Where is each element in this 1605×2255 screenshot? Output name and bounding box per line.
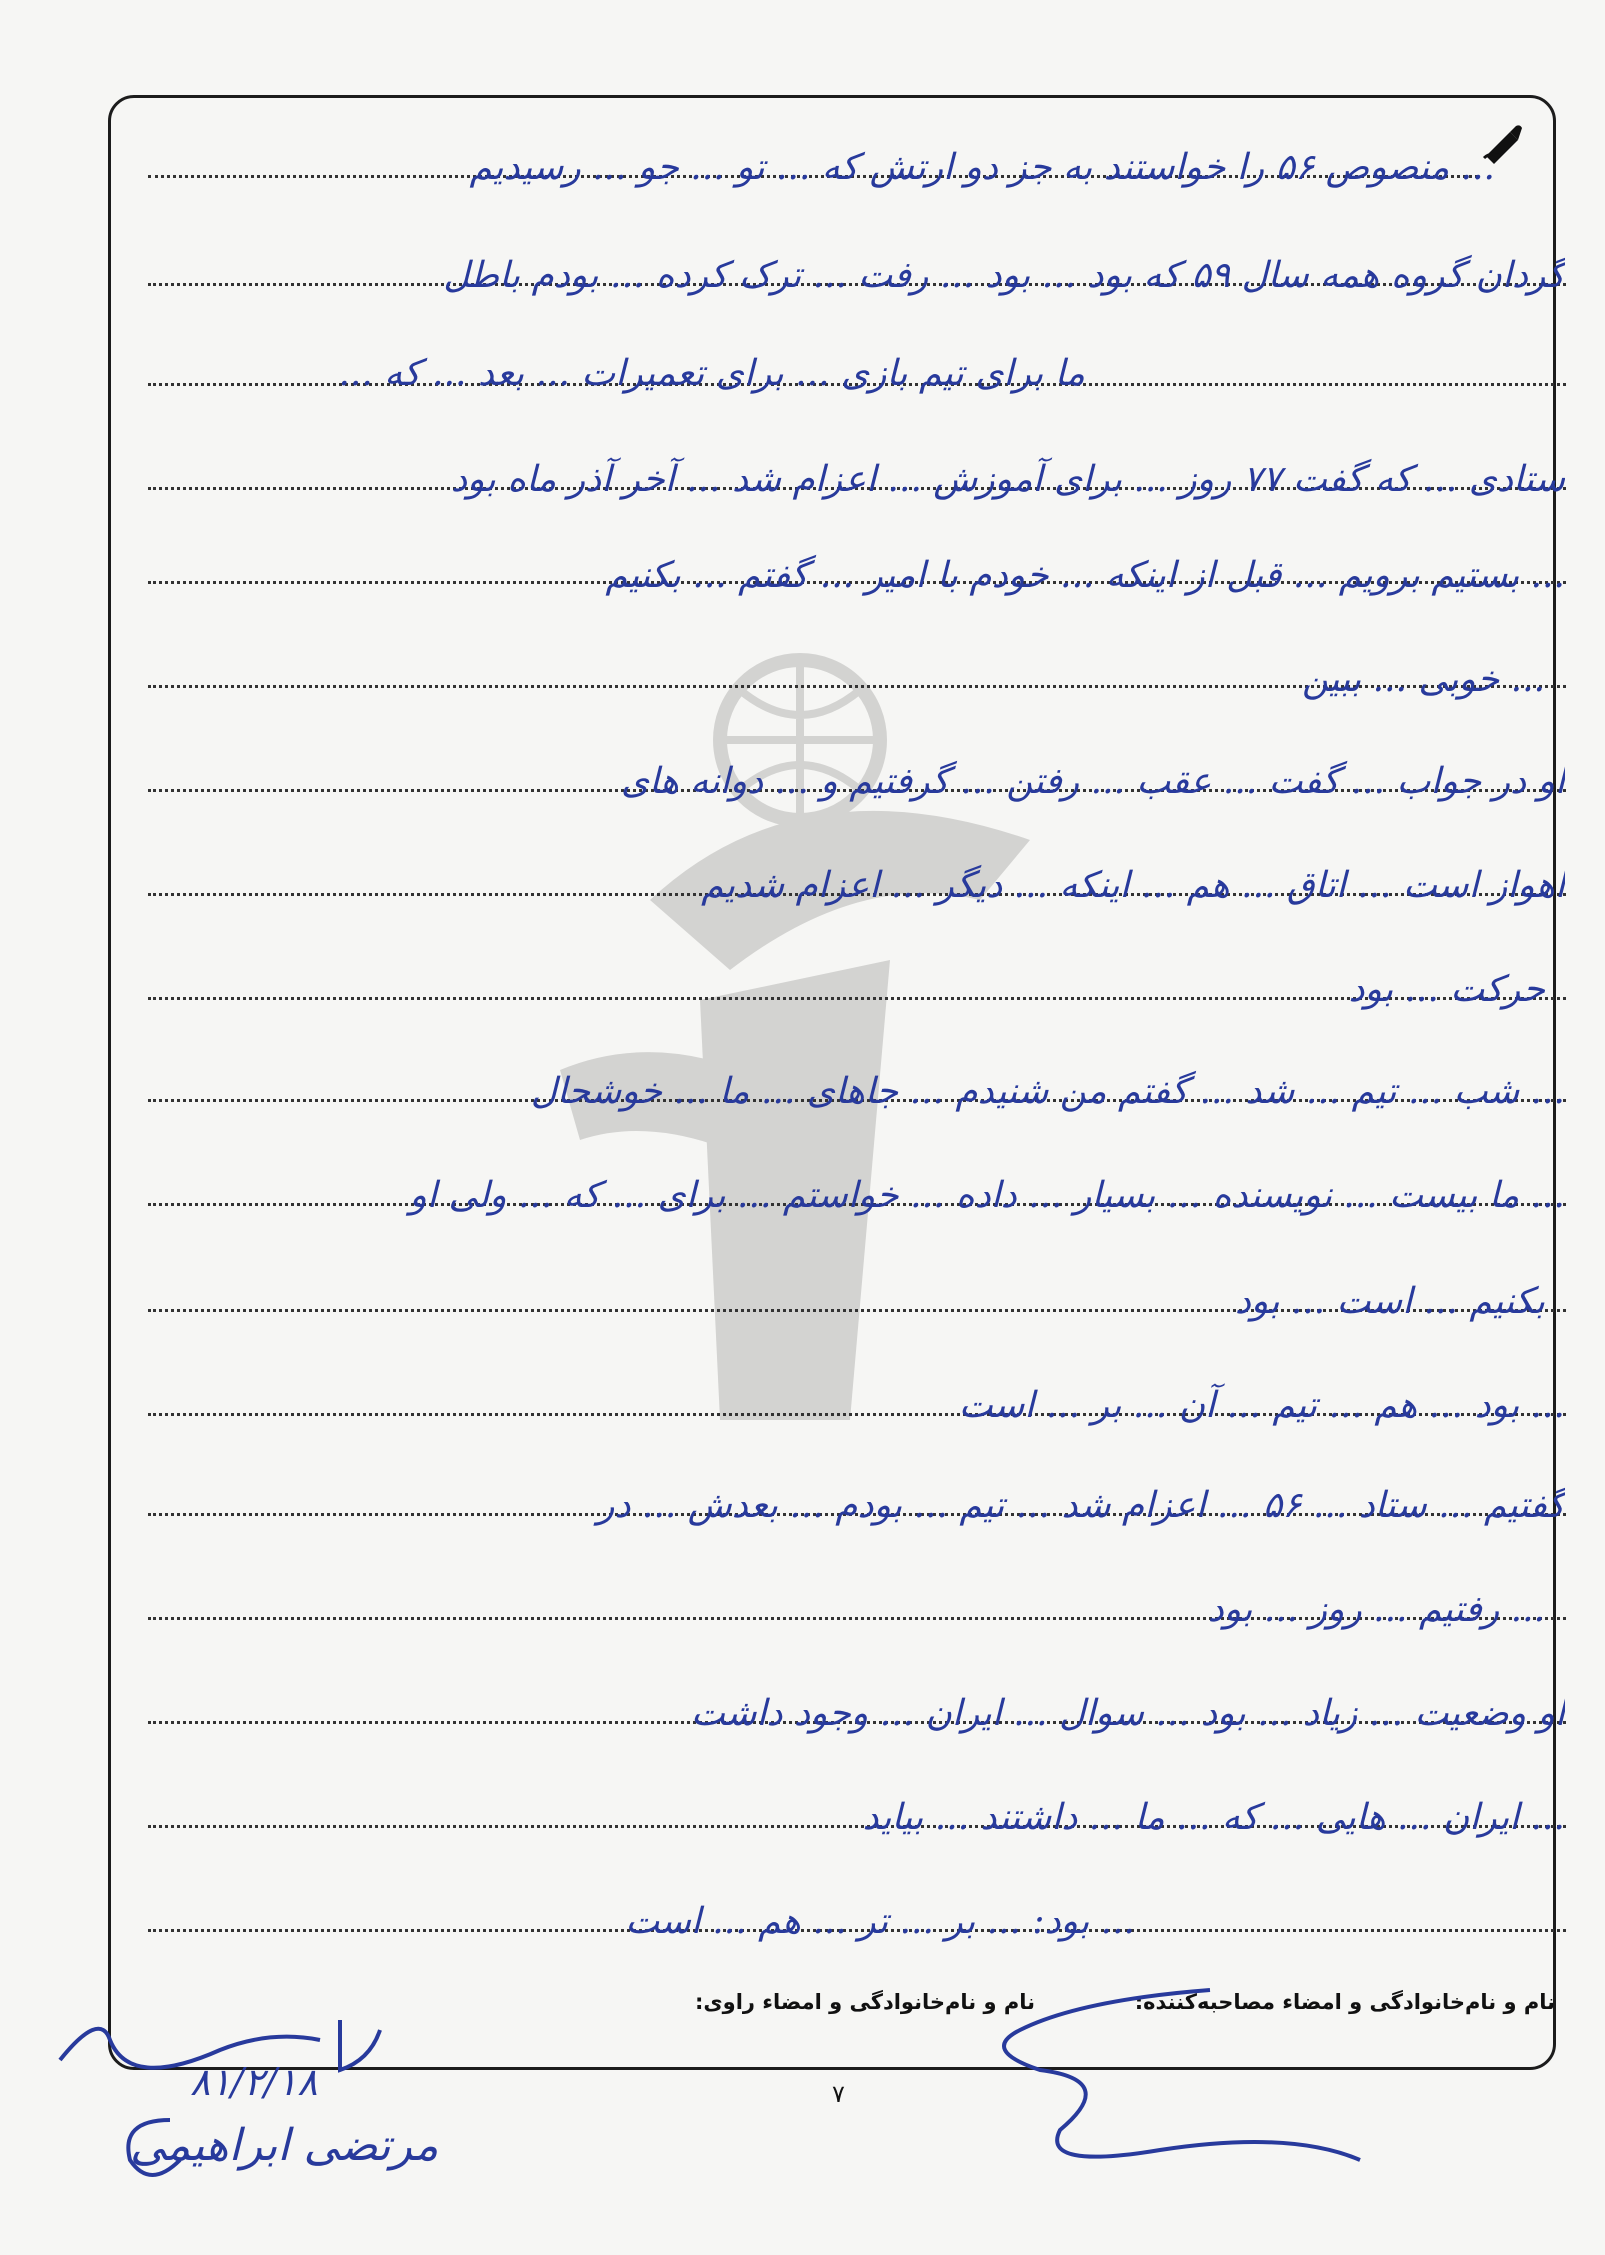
handwritten-line: ... بود ... هم ... تیم ... آن ... بر ... است bbox=[958, 1385, 1565, 1426]
handwritten-line: ... منصوص ۵۶ را خواستند به جز دو ارتش که ... تو ... جو ... رسیدیم bbox=[469, 147, 1495, 188]
handwritten-line: گردان گروه همه سال ۵۹ که بود ... بود ... رفت ... ترک کرده ... بودم باطل bbox=[443, 255, 1565, 296]
handwritten-line: ... خوبی ... ببین bbox=[1301, 659, 1545, 700]
handwritten-name: مرتضی ابراهیمی bbox=[130, 2120, 439, 2171]
handwritten-line: گفتیم ... ستاد ... ۵۶ ... اعزام شد ... تیم ... بودم ... بعدش ... در bbox=[597, 1485, 1565, 1526]
handwritten-line: او وضعیت ... زیاد ... بود ... سوال ... ایران ... وجود داشت bbox=[690, 1693, 1565, 1734]
narrator-signature-label: نام و نام‌خانوادگی و امضاء راوی: bbox=[695, 1990, 1035, 2014]
handwritten-line: بکنیم ... است ... بود bbox=[1234, 1281, 1545, 1322]
handwritten-date: ۸۱/۲/۱۸ bbox=[190, 2060, 318, 2104]
handwritten-line: ... شب ... تیم ... شد ... گفتم من شنیدم ... جاهای ... ما ... خوشحال bbox=[530, 1071, 1565, 1112]
handwritten-line: حرکت ... بود bbox=[1348, 969, 1545, 1010]
interviewer-signature bbox=[960, 1960, 1380, 2180]
handwritten-line: او در جواب ... گفت ... عقب ... رفتن ... گرفتیم و ... دوانه های bbox=[620, 761, 1565, 802]
handwritten-line: ... بستیم برویم ... قبل از اینکه ... خودم با امیر ... گفتم ... بکنیم bbox=[605, 555, 1565, 596]
handwritten-line: ... بود: ... بر ... تر ... هم ... است bbox=[625, 1901, 1135, 1942]
handwritten-line: ... ایران ... هایی ... که ... ما ... داشتند ... بیاید bbox=[862, 1797, 1565, 1838]
page-number: ۷ bbox=[832, 2080, 845, 2108]
handwritten-line: اهواز است ... اتاق ... هم ... اینکه ... دیگر ... اعزام شدیم bbox=[701, 865, 1565, 906]
interviewer-signature-label: نام و نام‌خانوادگی و امضاء مصاحبه‌کننده: bbox=[1134, 1990, 1555, 2014]
name-flourish bbox=[110, 2100, 190, 2200]
handwritten-line: ما برای تیم بازی ... برای تعمیرات ... بعد ... که ... bbox=[338, 353, 1085, 394]
handwritten-line: ستادی ... که گفت ۷۷ روز ... برای آموزش ... اعزام شد ... آخر آذر ماه بود bbox=[451, 459, 1565, 500]
handwritten-line: ... رفتیم ... روز ... بود bbox=[1207, 1589, 1545, 1630]
handwritten-line: ... ما بیست ... نویسنده ... بسیار ... داده ... خواستم ... برای ... که ... ولی او bbox=[409, 1175, 1565, 1216]
